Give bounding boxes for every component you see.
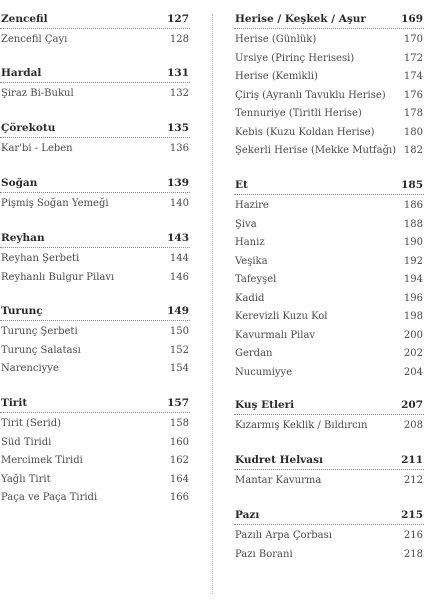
toc-section (0, 119, 190, 157)
entry-page: 202 (403, 348, 423, 359)
section-title: Et (235, 179, 248, 191)
toc-entry (0, 267, 190, 286)
toc-section (234, 396, 424, 434)
entry-title: Pişmiş Soğan Yemeği (1, 198, 109, 209)
section-title: Kuş Etleri (235, 399, 295, 411)
entry-title: Kar'bi - Leben (1, 143, 73, 154)
entry-title: Kızarmış Keklik / Bıldırcın (235, 420, 368, 431)
toc-section (0, 229, 190, 285)
toc-entry (234, 269, 424, 288)
toc-entry (234, 306, 424, 325)
entry-title: Herise (Kemikli) (235, 71, 318, 82)
section-heading (0, 302, 190, 321)
entry-title: Reyhan Şerbeti (1, 253, 80, 264)
toc-entry (234, 48, 424, 67)
section-title: Reyhan (1, 232, 45, 244)
section-page: 157 (167, 397, 189, 409)
toc-entry (234, 470, 424, 489)
section-page: 139 (167, 177, 189, 189)
entry-page: 162 (169, 455, 189, 466)
entry-title: Zencefil Çayı (1, 34, 68, 45)
entry-page: 154 (169, 363, 189, 374)
entry-page: 182 (403, 145, 423, 156)
toc-entry (234, 232, 424, 251)
entry-title: Gerdan (235, 348, 273, 359)
entry-title: Veşika (235, 255, 268, 267)
toc-entry (234, 122, 424, 141)
toc-entry (0, 248, 190, 267)
entry-page: 128 (169, 34, 189, 45)
entry-title: Tirit (Serid) (1, 418, 61, 429)
entry-title: Şekerli Herise (Mekke Mutfağı) (235, 145, 397, 156)
section-title: Zencefil (1, 13, 48, 25)
entry-title: Yağlı Tirit (1, 473, 51, 485)
entry-title: Kerevizli Kuzu Kol (235, 311, 328, 322)
entry-title: Narenciyye (1, 363, 59, 374)
section-heading (0, 119, 190, 138)
toc-entry (234, 525, 424, 544)
section-page: 211 (401, 454, 423, 466)
entry-page: 176 (403, 89, 423, 101)
section-page: 185 (401, 179, 423, 191)
section-heading (234, 176, 424, 195)
section-page: 215 (401, 509, 423, 521)
entry-page: 164 (169, 473, 189, 485)
section-page: 207 (401, 399, 423, 411)
toc-entry (234, 140, 424, 159)
toc-section (234, 506, 424, 562)
entry-page: 140 (169, 198, 189, 209)
entry-page: 170 (403, 34, 423, 45)
entry-page: 208 (403, 420, 423, 431)
entry-title: Hazire (235, 200, 269, 211)
entry-title: Çiriş (Ayranlı Tavuklu Herise) (235, 89, 386, 101)
entry-page: 136 (169, 143, 189, 154)
section-page: 143 (167, 232, 189, 244)
section-page: 135 (167, 122, 189, 134)
toc-entry (0, 29, 190, 48)
section-heading (0, 229, 190, 248)
toc-entry (0, 358, 190, 377)
entry-title: Pazılı Arpa Çorbası (235, 530, 332, 541)
toc-section (0, 64, 190, 102)
entry-title: Nucumiyye (235, 366, 293, 378)
section-heading (234, 506, 424, 525)
section-title: Herise / Keşkek / Aşur (235, 13, 366, 25)
toc-section (234, 451, 424, 489)
entry-title: Ursiye (Pirinç Herisesi) (235, 52, 355, 64)
entry-page: 194 (403, 274, 423, 285)
entry-title: Mantar Kavurma (235, 475, 322, 486)
section-title: Çörekotu (1, 122, 56, 134)
entry-title: Turunç Şerbeti (1, 326, 78, 337)
section-page: 169 (401, 13, 423, 25)
entry-title: Kavurmalı Pilav (235, 329, 316, 341)
toc-entry (234, 214, 424, 233)
section-title: Hardal (1, 67, 42, 79)
entry-page: 218 (403, 548, 423, 560)
toc-entry (0, 450, 190, 469)
entry-page: 212 (403, 475, 423, 486)
section-page: 131 (167, 67, 189, 79)
toc-entry (234, 362, 424, 381)
section-title: Pazı (235, 509, 260, 521)
toc-entry (0, 193, 190, 212)
section-page: 127 (167, 13, 189, 25)
column-divider (212, 14, 213, 594)
entry-title: Turunç Salatası (1, 344, 81, 356)
section-heading (234, 396, 424, 415)
toc-entry (234, 66, 424, 85)
entry-page: 174 (403, 71, 423, 82)
entry-title: Tennuriye (Tiritli Herise) (235, 108, 362, 119)
entry-title: Tafeyşel (235, 274, 277, 285)
entry-page: 146 (169, 271, 189, 283)
toc-entry (0, 340, 190, 359)
entry-page: 152 (169, 344, 189, 356)
entry-title: Haniz (235, 237, 265, 248)
entry-title: Şiva (235, 218, 257, 230)
entry-page: 180 (403, 126, 423, 138)
entry-title: Paça ve Paça Tiridi (1, 492, 98, 503)
toc-entry (234, 85, 424, 104)
entry-page: 144 (169, 253, 189, 264)
section-title: Tirit (1, 397, 28, 409)
entry-page: 198 (403, 311, 423, 322)
toc-section (0, 302, 190, 377)
entry-page: 188 (403, 218, 423, 230)
toc-section (0, 174, 190, 212)
entry-title: Süd Tiridi (1, 436, 52, 448)
entry-page: 158 (169, 418, 189, 429)
toc-entry (234, 29, 424, 48)
toc-section (234, 176, 424, 380)
entry-page: 204 (403, 366, 423, 378)
toc-entry (234, 544, 424, 563)
section-heading (0, 174, 190, 193)
toc-entry (234, 195, 424, 214)
entry-title: Pazı Borani (235, 548, 293, 560)
entry-title: Kebis (Kuzu Koldan Herise) (235, 126, 375, 138)
toc-entry (234, 343, 424, 362)
section-heading (0, 64, 190, 83)
toc-entry (234, 251, 424, 270)
entry-page: 192 (403, 255, 423, 267)
entry-page: 186 (403, 200, 423, 211)
entry-page: 172 (403, 52, 423, 64)
section-title: Soğan (1, 177, 38, 189)
entry-title: Mercimek Tiridi (1, 455, 83, 466)
section-heading (234, 10, 424, 29)
entry-title: Herise (Günlük) (235, 34, 317, 45)
toc-entry (234, 288, 424, 307)
toc-entry (0, 138, 190, 157)
entry-page: 166 (169, 492, 189, 503)
entry-page: 132 (169, 88, 189, 99)
toc-entry (0, 469, 190, 488)
entry-page: 196 (403, 292, 423, 304)
section-heading (0, 10, 190, 29)
toc-entry (234, 415, 424, 434)
toc-entry (0, 432, 190, 451)
toc-entry (0, 487, 190, 506)
toc-entry (0, 413, 190, 432)
entry-page: 190 (403, 237, 423, 248)
section-title: Kudret Helvası (235, 454, 323, 466)
toc-section (0, 394, 190, 506)
entry-page: 200 (403, 329, 423, 341)
entry-page: 216 (403, 530, 423, 541)
section-page: 149 (167, 305, 189, 317)
toc-section (0, 10, 190, 48)
section-title: Turunç (1, 305, 43, 317)
toc-entry (0, 83, 190, 102)
entry-page: 160 (169, 436, 189, 448)
toc-entry (234, 103, 424, 122)
entry-title: Kadid (235, 292, 265, 304)
section-heading (0, 394, 190, 413)
entry-page: 178 (403, 108, 423, 119)
section-heading (234, 451, 424, 470)
toc-section (234, 10, 424, 159)
entry-page: 150 (169, 326, 189, 337)
entry-title: Reyhanlı Bulgur Pilavı (1, 271, 115, 283)
toc-entry (234, 325, 424, 344)
toc-entry (0, 321, 190, 340)
entry-title: Şiraz Bi-Bukul (1, 88, 74, 99)
